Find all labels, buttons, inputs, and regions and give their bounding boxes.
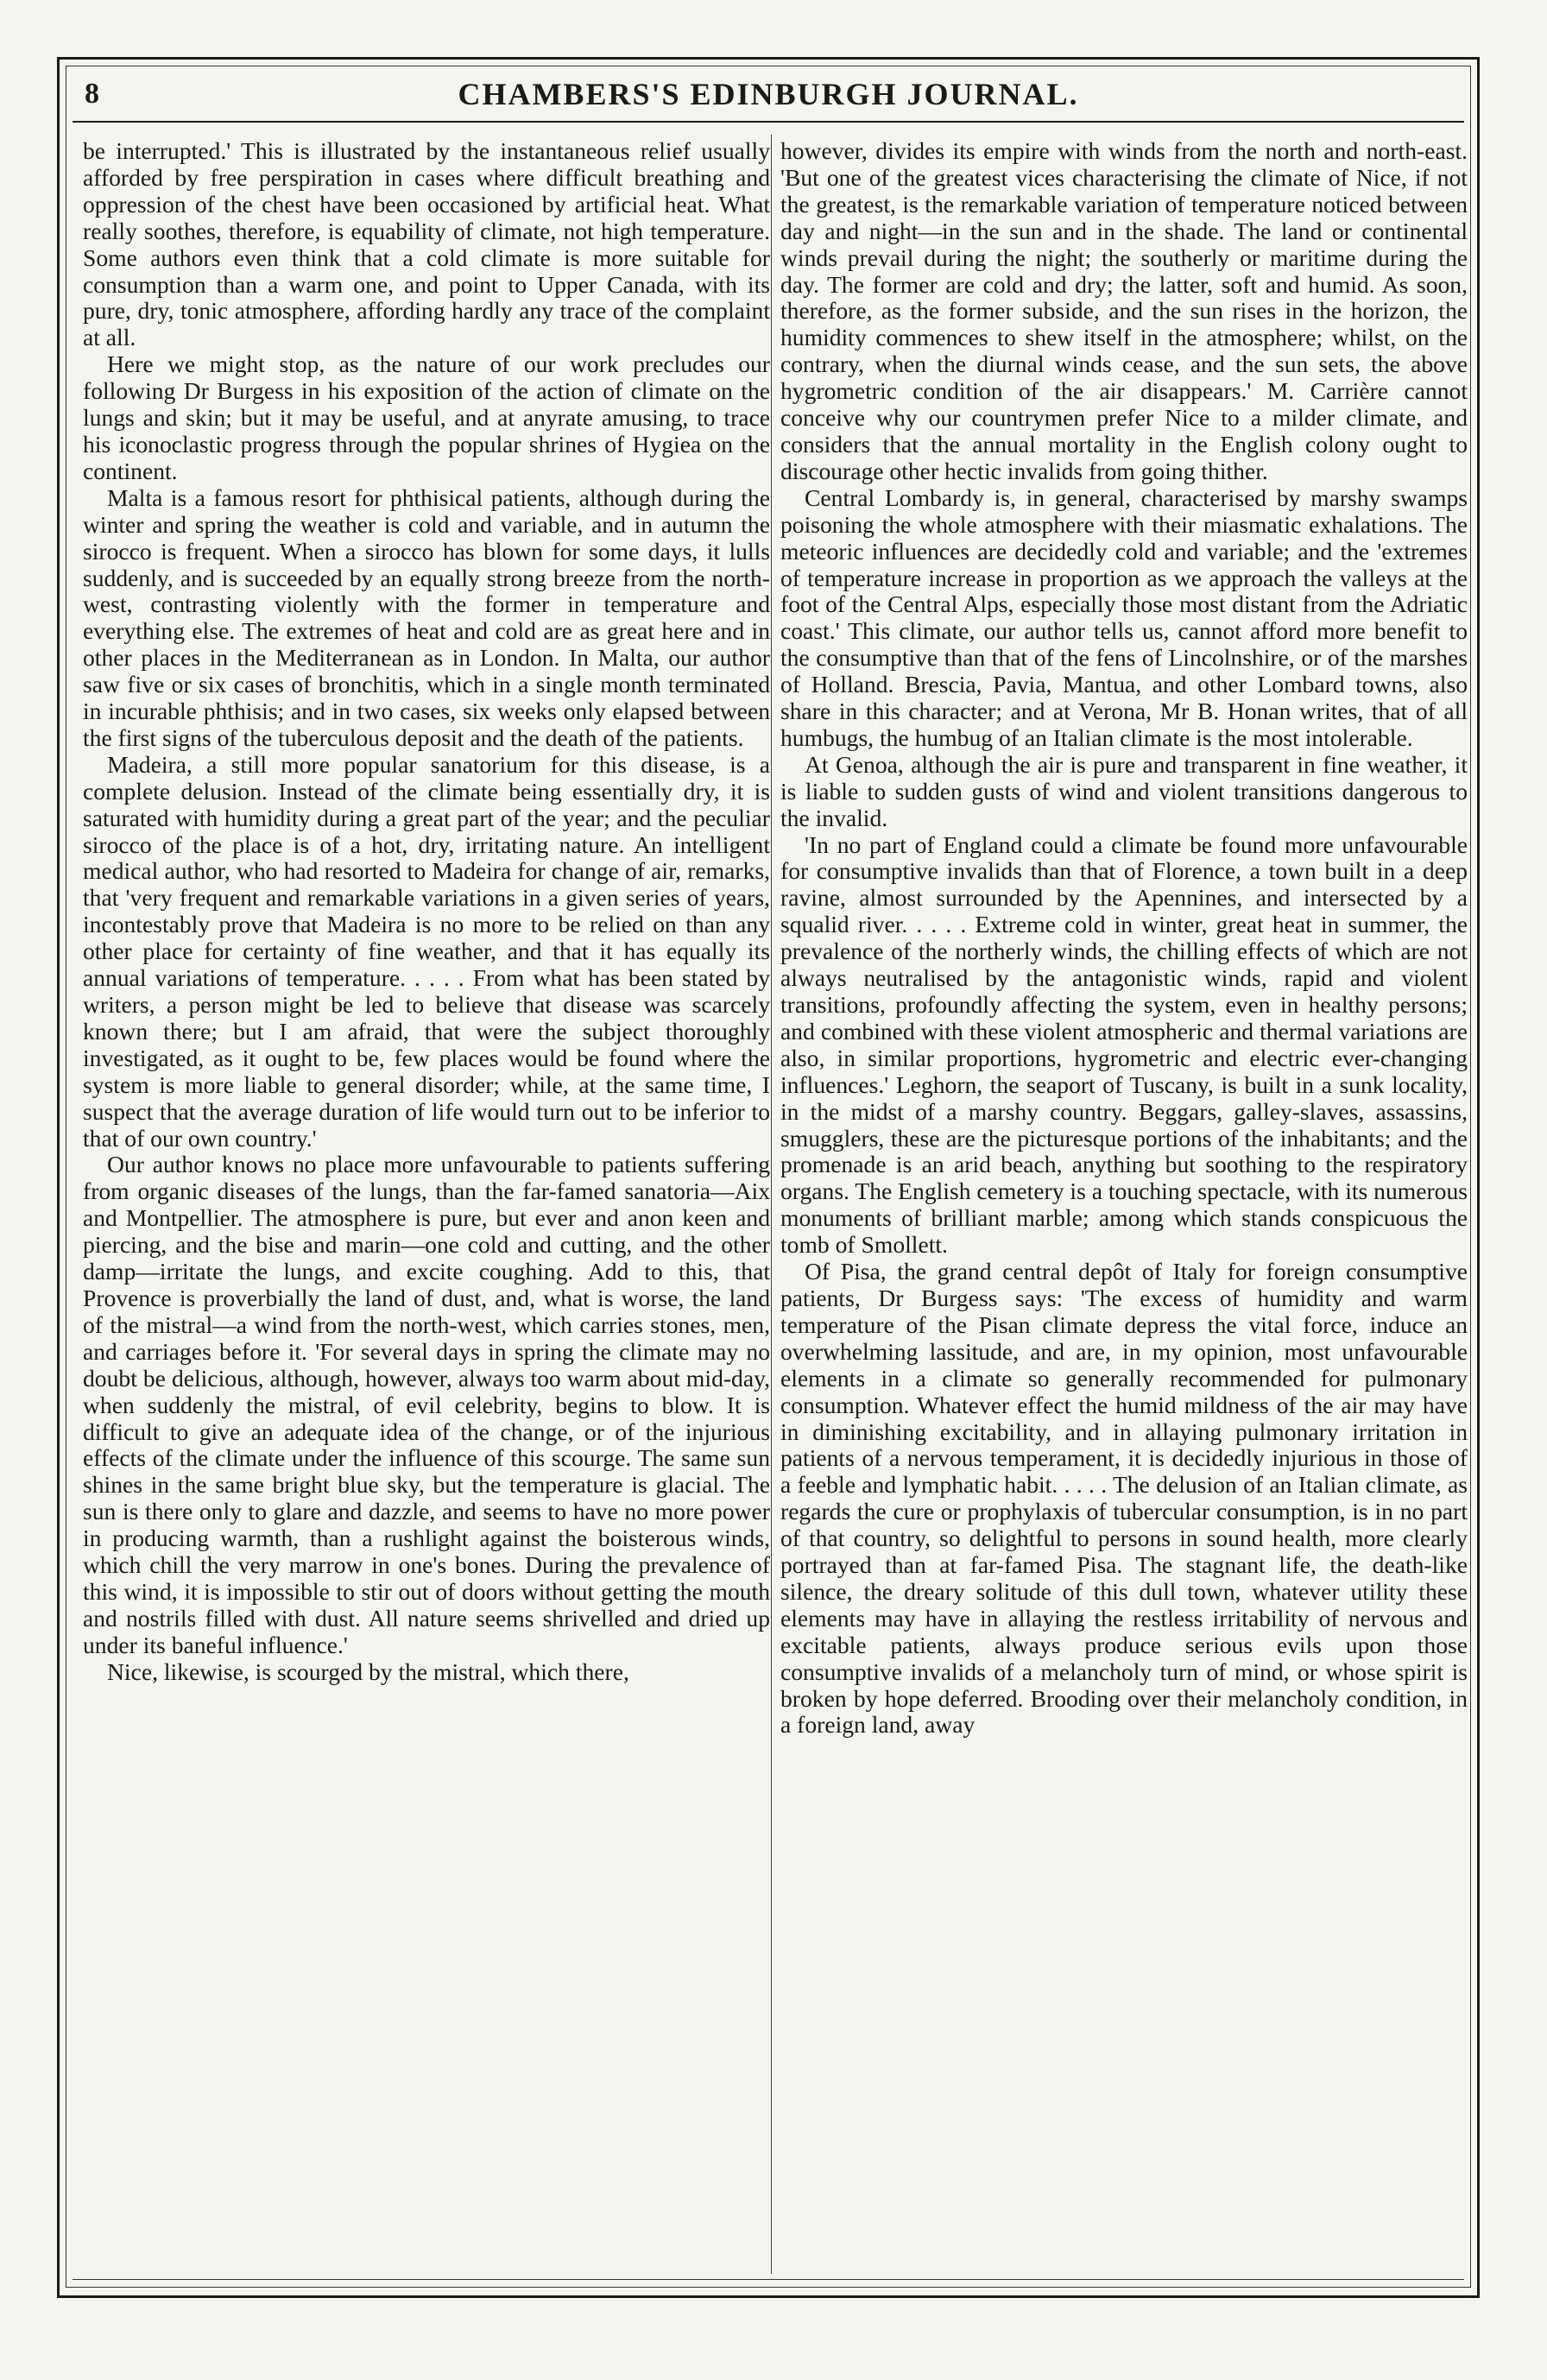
paragraph: Central Lombardy is, in general, characterised by marshy swamps poisoning the whole atmosphere with their miasmatic exhalations. The meteoric influences are decidedly cold and variable; and the 'extremes of temperature increase in proportion as we approach the valleys at the foot of the Central Alps, especially those most distant from the Adriatic coast.' This climate, our author tells us, cannot afford more benefit to the consumptive than that of the fens of Lincolnshire, or of the marshes of Holland. Brescia, Pavia, Mantua, and other Lombard towns, also share in this character; and at Verona, Mr B. Honan writes, that of all humbugs, the humbug of an Italian climate is the most intolerable. — [780, 483, 1468, 751]
paragraph: Here we might stop, as the nature of our work precludes our following Dr Burgess in his exposition of the action of climate on the lungs and skin; but it may be useful, and at anyrate amusing, to trace his iconoclastic progress through the popular shrines of Hygiea on the continent. — [83, 350, 770, 484]
page-number: 8 — [85, 78, 99, 110]
right-column — [780, 138, 1468, 2270]
paragraph: be interrupted.' This is illustrated by the instantaneous relief usually afforded by free perspiration in cases where difficult breathing and oppression of the chest have been occasioned by artificial heat. What really soothes, therefore, is equability of climate, not high temperature. Some authors even think that a cold climate is more suitable for consumption than a warm one, and point to Upper Canada, with its pure, dry, tonic atmosphere, affording hardly any trace of the complaint at all. — [83, 138, 770, 351]
paragraph: Our author knows no place more unfavourable to patients suffering from organic diseases of the lungs, than the far-famed sanatoria—Aix and Montpellier. The atmosphere is pure, but ever and anon keen and piercing, and the bise and marin—one cold and cutting, and the other damp—irritate the lungs, and excite coughing. Add to this, that Provence is proverbially the land of dust, and, what is worse, the land of the mistral—a wind from the north-west, which carries stones, men, and carriages before it. 'For several days in spring the climate may no doubt be delicious, although, however, always too warm about mid-day, when suddenly the mistral, of evil celebrity, begins to blow. It is difficult to give an adequate idea of the change, or of the injurious effects of the climate under the influence of this scourge. The same sun shines in the same bright blue sky, but the temperature is glacial. The sun is there only to glare and dazzle, and seems to have no more power in producing warmth, than a rushlight against the boisterous winds, which chill the very marrow in one's bones. During the prevalence of this wind, it is impossible to stir out of doors without getting the mouth and nostrils filled with dust. All nature seems shrivelled and dried up under its baneful influence.' — [83, 1151, 770, 1658]
running-title: CHAMBERS'S EDINBURGH JOURNAL. — [458, 77, 1079, 111]
column-divider — [771, 135, 772, 2274]
paragraph: Of Pisa, the grand central depôt of Italy for foreign consumptive patients, Dr Burgess says: 'The excess of humidity and warm temperature of the Pisan climate depress the vital force, induce an overwhelming lassitude, and are, in my opinion, most unfavourable elements in a climate so generally recommended for pulmonary consumption. Whatever effect the humid mildness of the air may have in diminishing excitability, and in allaying pulmonary irritation in patients of a nervous temperament, it is decidedly injurious in those of a feeble and lymphatic habit. . . . . The delusion of an Italian climate, as regards the cure or prophylaxis of tubercular consumption, is in no part of that country, so delightful to persons in sound health, more clearly portrayed than at far-famed Pisa. The stagnant life, the death-like silence, the dreary solitude of this dull town, whatever utility these elements may have in allaying the restless irritability of nervous and excitable patients, always produce serious evils upon those consumptive invalids of a melancholy turn of mind, or whose spirit is broken by hope deferred. Brooding over their melancholy condition, in a foreign land, away — [780, 1258, 1468, 1739]
paragraph: Madeira, a still more popular sanatorium for this disease, is a complete delusion. Instead of the climate being essentially dry, it is saturated with humidity during a great part of the year; and the peculiar sirocco of the place is of a hot, dry, irritating nature. An intelligent medical author, who had resorted to Madeira for change of air, remarks, that 'very frequent and remarkable variations in a given series of years, incontestably prove that Madeira is no more to be relied on than any other place for certainty of fine weather, and that it has equally its annual variations of temperature. . . . . From what has been stated by writers, a person might be led to believe that disease was scarcely known there; but I am afraid, that were the subject thoroughly investigated, as it ought to be, few places would be found where the system is more liable to general disorder; while, at the same time, I suspect that the average duration of life would turn out to be inferior to that of our own country.' — [83, 750, 770, 1152]
page-header — [73, 73, 1464, 114]
paragraph: however, divides its empire with winds from the north and north-east. 'But one of the greatest vices characterising the climate of Nice, if not the greatest, is the remarkable variation of temperature noticed between day and night—in the sun and in the shade. The land or continental winds prevail during the night; the southerly or maritime during the day. The former are cold and dry; the latter, soft and humid. As soon, therefore, as the former subside, and the sun rises in the horizon, the humidity commences to shew itself in the atmosphere; whilst, on the contrary, when the diurnal winds cease, and the sun sets, the above hygrometric condition of the air disappears.' M. Carrière cannot conceive why our countrymen prefer Nice to a milder climate, and considers that the annual mortality in the English colony ought to discourage other hectic invalids from going thither. — [780, 138, 1468, 484]
paragraph: 'In no part of England could a climate be found more unfavourable for consumptive invalids than that of Florence, a town built in a deep ravine, almost surrounded by the Apennines, and intersected by a squalid river. . . . . Extreme cold in winter, great heat in summer, the prevalence of the northerly winds, the chilling effects of which are not always neutralised by the antagonistic winds, rapid and violent transitions, profoundly affecting the system, even in healthy persons; and combined with these violent atmospheric and thermal variations are also, in similar proportions, hygrometric and electric ever-changing influences.' Leghorn, the seaport of Tuscany, is built in a sunk locality, in the midst of a marshy country. Beggars, galley-slaves, assassins, smugglers, these are the picturesque portions of the inhabitants; and the promenade is an arid beach, anything but soothing to the respiratory organs. The English cemetery is a touching spectacle, with its numerous monuments of brilliant marble; among which stands conspicuous the tomb of Smollett. — [780, 830, 1468, 1259]
paragraph: Nice, likewise, is scourged by the mistral, which there, — [107, 1657, 629, 1685]
bottom-rule — [73, 2279, 1464, 2280]
paragraph: At Genoa, although the air is pure and transparent in fine weather, it is liable to sudden gusts of wind and violent transitions dangerous to the invalid. — [780, 750, 1468, 831]
paragraph: Malta is a famous resort for phthisical patients, although during the winter and spring the weather is cold and variable, and in autumn the sirocco is frequent. When a sirocco has blown for some days, it lulls suddenly, and is succeeded by an equally strong breeze from the north-west, contrasting violently with the former in temperature and everything else. The extremes of heat and cold are as great here and in other places in the Mediterranean as in London. In Malta, our author saw five or six cases of bronchitis, which in a single month terminated in incurable phthisis; and in two cases, six weeks only elapsed between the first signs of the tuberculous deposit and the death of the patients. — [83, 483, 770, 751]
left-column — [83, 138, 770, 2270]
header-rule — [73, 121, 1464, 123]
